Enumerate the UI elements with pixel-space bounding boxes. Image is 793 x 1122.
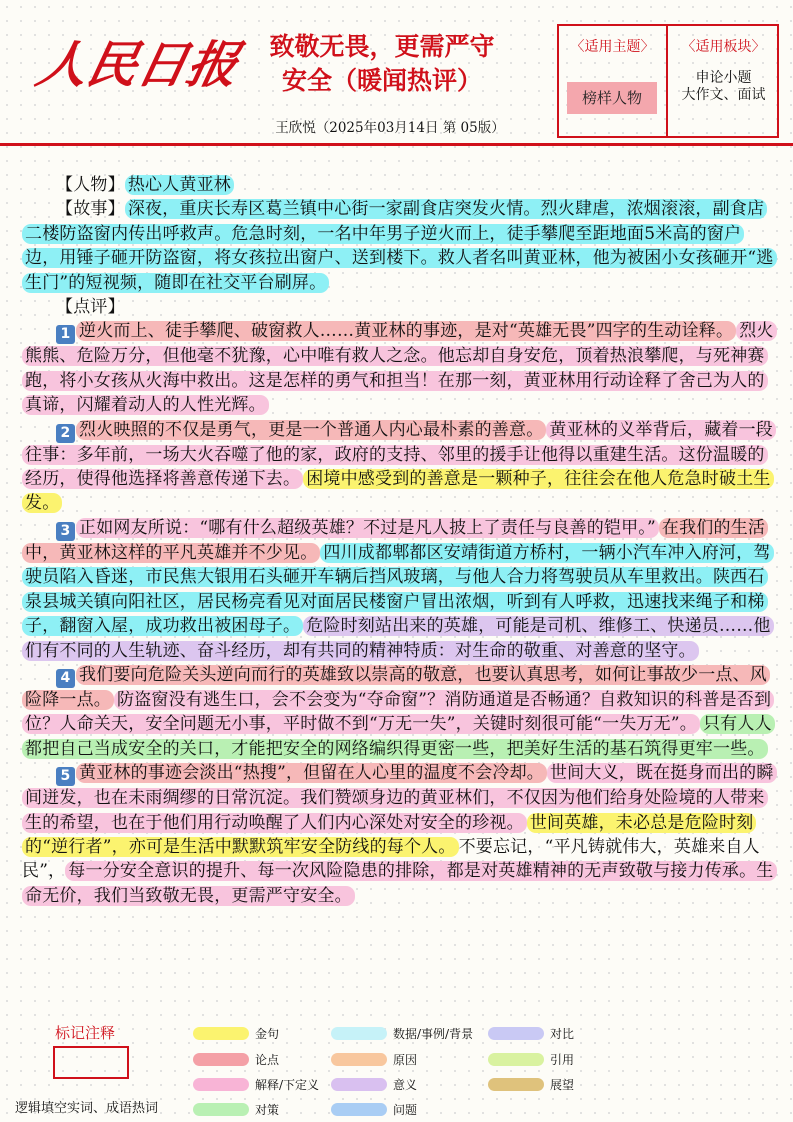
legend-item [193, 1101, 279, 1118]
legend-item [193, 1051, 279, 1068]
p5-explanation: 世间大义，既在挺身而出的瞬间迸发，也在未雨绸缪的日常沉淀。我们赞颂身边的黄亚林们，不仅因为他们给身处险境的人带来生的希望，也在于他们用行动唤醒了人们内心深处对安全的珍视。 [22, 763, 777, 832]
p5-argument: 黄亚林的事迹会淡出“热搜”，但留在人心里的温度不会冷却。 [76, 763, 547, 783]
story-tag: 【故事】 [56, 199, 125, 220]
p2-explanation: 黄亚林的义举背后，藏着一段往事：多年前，一场大火吞噬了他的家，政府的支持、邻里的援手让他得以重建生活。这份温暖的经历，使得他选择将善意传递下去。 [22, 420, 776, 489]
section-label: 〈适用板块〉 [681, 39, 766, 55]
p4-problem: 防盗窗没有逃生口，会不会变为“夺命窗”？消防通道是否畅通？自救知识的科普是否到位？人命关天，安全问题无小事，平时做不到“万无一失”，关键时刻很可能“一失万无”。 [22, 690, 774, 734]
person-name: 热心人黄亚林 [125, 175, 234, 195]
header-rule [0, 143, 793, 146]
p1-argument: 逆火而上、徒手攀爬、破窗救人……黄亚林的事迹，是对“英雄无畏”四字的生动诠释。 [76, 321, 736, 341]
legend-item [331, 1051, 417, 1068]
p2-golden-sentence: 困境中感受到的善意是一颗种子，往往会在他人危急时破土生发。 [22, 469, 774, 513]
legend-swatch [331, 1053, 387, 1066]
p4-countermeasure: 只有人人都把自己当成安全的关口，才能把安全的网络编织得更密一些，把美好生活的基石筑得更牢一些。 [22, 714, 775, 758]
legend-swatch [488, 1053, 544, 1066]
legend-label: 解释/下定义 [255, 1078, 320, 1092]
legend-item [331, 1076, 417, 1093]
p5-golden-sentence: 世间英雄，未必总是危险时刻的“逆行者”，亦可是生活中默默筑牢安全防线的每个人。 [22, 813, 756, 857]
legend-label: 论点 [255, 1053, 280, 1067]
theme-label: 〈适用主题〉 [570, 39, 655, 55]
legend-label: 意义 [393, 1078, 418, 1092]
legend-swatch [488, 1078, 544, 1091]
legend-item [193, 1025, 279, 1042]
number-badge-4: 4 [56, 669, 75, 688]
legend-label: 对策 [255, 1103, 280, 1117]
p3-argument: 在我们的生活中，黄亚林这样的平凡英雄并不少见。 [22, 518, 768, 563]
story-text: 深夜，重庆长寿区葛兰镇中心街一家副食店突发火情。烈火肆虐，浓烟滚滚，副食店二楼防盗窗内传出呼救声。危急时刻，一名中年男子逆火而上，徒手攀爬至距地面5米高的窗户边，用锤子砸开防盗窗，将女孩拉出窗户、送到楼下。救人者名叫黄亚林，他为被困小女孩砸开“逃生门”的短视频，随即在社交平台刷屏。 [22, 199, 777, 292]
section-value [668, 70, 779, 104]
headline-line-1: 致敬无畏，更需严守 [269, 32, 495, 61]
legend-label: 展望 [550, 1078, 575, 1092]
legend-swatch [193, 1053, 249, 1066]
headline [232, 30, 532, 98]
legend-swatch [193, 1027, 249, 1040]
p3-examples: 四川成都郫都区安靖街道方桥村，一辆小汽车冲入府河，驾驶员陷入昏迷，市民焦大银用石头砸开车辆后挡风玻璃，与他人合力将驾驶员从车里救出。陕西石泉县城关镇向阳社区，居民杨亮看见对面居民楼窗户冒出浓烟，听到有人呼救，迅速找来绳子和梯子，翻窗入屋，成功救出被困母子。 [22, 543, 774, 636]
p2-argument: 烈火映照的不仅是勇气，更是一个普通人内心最朴素的善意。 [76, 420, 546, 440]
legend-item [193, 1076, 319, 1093]
paragraph-3 [22, 516, 774, 663]
theme-value: 榜样人物 [567, 82, 657, 114]
p5-conclusion: 每一分安全意识的提升、每一次风险隐患的排除，都是对英雄精神的无声致敬与接力传承。生命无价，我们当致敬无畏，更需严守安全。 [22, 861, 777, 905]
legend-item [331, 1025, 473, 1042]
byline: 王欣悦（2025年03月14日 第 05版） [275, 120, 505, 136]
legend-item [331, 1101, 417, 1118]
legend-label: 数据/事例/背景 [393, 1027, 474, 1041]
p1-explanation: 烈火熊熊、危险万分，但他毫不犹豫，心中唯有救人之念。他忘却自身安危，顶着热浪攀爬，与死神赛跑，将小女孩从火海中救出。这是怎样的勇气和担当！在那一刻，黄亚林用行动诠释了舍己为人的真谛，闪耀着动人的人性光辉。 [22, 321, 777, 415]
p5-reminder: 不要忘记，“平凡铸就伟大，英雄来自人民”， [22, 836, 760, 882]
section-value-line-1: 申论小题 [695, 70, 752, 86]
legend-item [488, 1051, 574, 1068]
legend-swatch [331, 1027, 387, 1040]
person-line [22, 173, 774, 197]
person-tag: 【人物】 [56, 175, 125, 195]
headline-line-2: 安全（暖闻热评） [281, 66, 482, 95]
legend-item [488, 1076, 574, 1093]
masthead-text: 人民日报 [31, 35, 244, 94]
section-value-line-2: 大作文、面试 [681, 87, 766, 103]
legend-swatch [488, 1027, 544, 1040]
comment-tag: 【点评】 [56, 297, 125, 318]
legend-label: 引用 [550, 1053, 575, 1067]
legend-label: 原因 [393, 1053, 418, 1067]
legend-swatch [193, 1078, 249, 1091]
number-badge-5: 5 [56, 767, 75, 786]
paragraph-2 [22, 418, 774, 516]
paragraph-4 [22, 663, 774, 761]
number-badge-3: 3 [56, 522, 75, 541]
legend-note: 逻辑填空实词、成语热词 [15, 1101, 159, 1116]
number-badge-1: 1 [56, 325, 75, 344]
comment-heading [22, 295, 774, 319]
p3-meaning: 危险时刻站出来的英雄，可能是司机、维修工、快递员……他们有不同的人生轨迹、奋斗经历，却有共同的精神特质：对生命的敬重、对善意的坚守。 [22, 616, 774, 660]
paragraph-5 [22, 761, 774, 908]
meta-box [557, 24, 779, 138]
masthead-logo [30, 16, 244, 102]
legend-item [488, 1025, 574, 1042]
legend-swatch [331, 1078, 387, 1091]
story-paragraph [22, 197, 774, 295]
legend-label: 问题 [393, 1103, 418, 1117]
legend-swatch [193, 1103, 249, 1116]
legend-swatch [331, 1103, 387, 1116]
p4-argument: 我们要向危险关头逆向而行的英雄致以崇高的敬意，也要认真思考，如何让事故少一点、风险降一点。 [22, 665, 770, 710]
legend-sample-box [53, 1046, 129, 1079]
paragraph-1 [22, 319, 774, 417]
number-badge-2: 2 [56, 424, 75, 443]
legend-label: 对比 [550, 1027, 575, 1041]
legend-title: 标记注释 [55, 1024, 116, 1042]
p3-quote: 正如网友所说：“哪有什么超级英雄？不过是凡人披上了责任与良善的铠甲。” [76, 518, 659, 538]
article-body [22, 173, 774, 908]
legend-label: 金句 [255, 1027, 280, 1041]
